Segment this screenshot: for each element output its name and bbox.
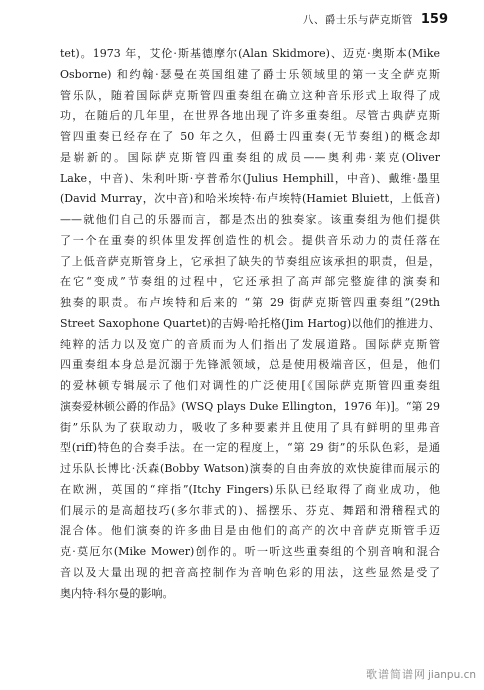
text-line: 混合体。他们演奏的许多曲目是由他们的高产的次中音萨克斯管手迈 (60, 524, 440, 538)
text-line: 独奏的职责。布卢埃特和后来的 “第 29 街萨克斯管四重奏组”(29th (60, 296, 440, 309)
running-head (303, 12, 448, 27)
text-line: 型(riff)特色的合奏手法。在一定的程度上，“第 29 街”的乐队色彩，是通 (60, 441, 440, 455)
text-line: 克·莫厄尔(Mike Mower)创作的。听一听这些重奏组的个别音响和混合 (60, 545, 440, 558)
text-line: 音以及大量出现的把音高控制作为音响色彩的用法，这些显然是受了 (60, 565, 440, 579)
text-line: Street Saxophone Quartet)的吉姆·哈托格(Jim Hartog)以他们的推进力、 (60, 316, 440, 330)
text-line: 在欧洲，英国的“痒指”(Itchy Fingers)乐队已经取得了商业成功，他 (60, 482, 440, 496)
text-line: 的爱林顿专辑展示了他们对调性的广泛使用[《国际萨克斯管四重奏组 (60, 379, 440, 392)
text-line: 演奏爱林顿公爵的作品》(WSQ plays Duke Ellington，1976 年)]。“第 29 (60, 399, 440, 413)
body-paragraph (60, 44, 440, 604)
text-line: 是崭新的。国际萨克斯管四重奏组的成员——奥利弗·莱克(Oliver (60, 150, 440, 164)
text-line: 纯粹的活力以及宽广的音质而为人们指出了发展道路。国际萨克斯管 (60, 337, 440, 351)
text-line: 街”乐队为了获取动力，吸收了多种要素并且使用了具有鲜明的里弗音 (60, 420, 440, 434)
page-number: 159 (420, 12, 448, 27)
text-line: Osborne) 和约翰·瑟曼在英国组建了爵士乐领域里的第一支全萨克斯 (60, 67, 440, 81)
text-line: ——就他们自己的乐器而言，都是杰出的独奏家。该重奏组为他们提供 (60, 213, 440, 226)
text-line: 奥内特·科尔曼的影响。 (60, 586, 174, 600)
watermark-url: jianpu.cn (427, 669, 476, 681)
text-line: 管乐队，随着国际萨克斯管四重奏组在确立这种音乐形式上取得了成 (60, 88, 440, 102)
watermark-site-name: 歌谱简谱网 (365, 668, 426, 681)
text-line: 们展示的是高超技巧(多尔菲式的)、摇摆乐、芬克、舞蹈和滑稽程式的 (60, 503, 440, 517)
text-line: 了一个在重奏的织体里发挥创造性的机会。提供音乐动力的责任落在 (60, 233, 440, 247)
site-watermark (366, 666, 476, 682)
text-line: 功，在随后的几年里，在世界各地出现了许多重奏组。尽管古典萨克斯 (60, 109, 440, 123)
text-line: tet)。1973 年，艾伦·斯基德摩尔(Alan Skidmore)、迈克·奥斯本(Mike (60, 47, 440, 60)
text-line: 四重奏组本身总是沉溺于先锋派领域，总是使用极端音区，但是，他们 (60, 358, 440, 372)
text-line: 了上低音萨克斯管身上，它承担了缺失的节奏组应该承担的职责，但是， (60, 254, 440, 268)
text-line: Lake，中音)、朱利叶斯·亨普希尔(Julius Hemphill，中音)、戴维·墨里 (60, 171, 440, 185)
chapter-title: 八、爵士乐与萨克斯管 (302, 14, 413, 26)
text-line: (David Murray，次中音)和哈米埃特·布卢埃特(Hamiet Bluiett，上低音) (60, 192, 440, 206)
text-line: 过乐队长博比·沃森(Bobby Watson)演奏的自由奔放的欢快旋律而展示的 (60, 462, 440, 475)
text-line: 在它“变成”节奏组的过程中，它还承担了高声部完整旋律的演奏和 (60, 275, 440, 289)
text-line: 管四重奏已经存在了 50 年之久，但爵士四重奏(无节奏组)的概念却 (60, 130, 440, 143)
